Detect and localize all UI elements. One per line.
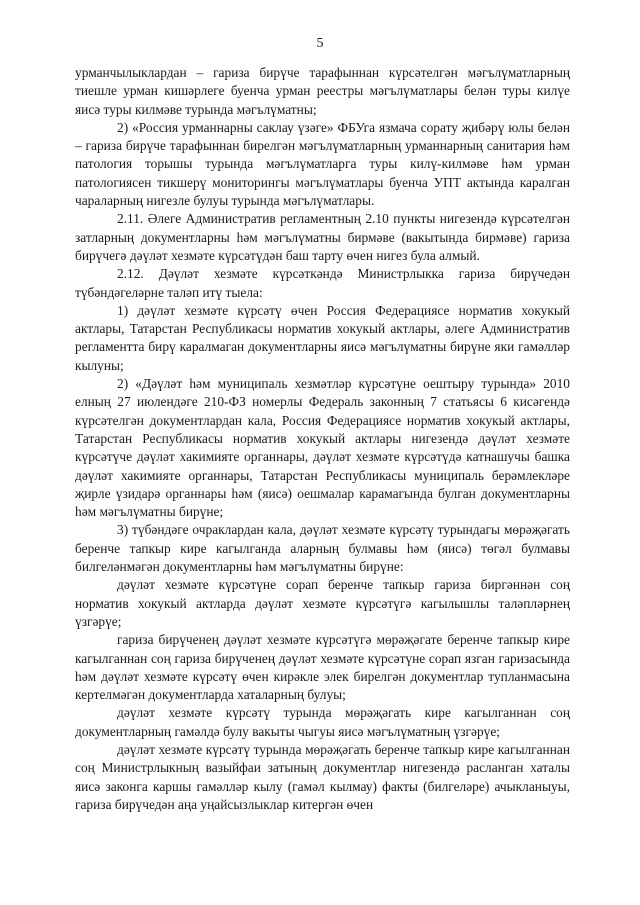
paragraph: дәүләт хезмәте күрсәтү турында мөрәҗәгать беренче тапкыр кире кагылганнан соң Министрлыкның вазыйфаи затының документлар нигезендә расланган хаталы яисә законга каршы гамәлләр кылу (гамәл кылмау) факты (билгеләре) ачыкланыуы, гариза бирүчедән аңа уңайсызлыклар китергән өчен (75, 741, 570, 812)
paragraph: 2.12. Дәүләт хезмәте күрсәткәндә Министрлыкка гариза бирүчедән түбәндәгеләрне таләп итү тыела: (75, 266, 570, 300)
paragraph: дәүләт хезмәте күрсәтү турында мөрәҗәгать кире кагылганнан соң документларның гамәлдә булу вакыты чыгуы яисә мәгълүматның үзгәрүе; (75, 705, 570, 739)
paragraph: 2.11. Әлеге Административ регламентның 2.10 пункты нигезендә күрсәтелгән затларның документларны һәм мәгълүматны бирмәве (вакытында бирмәве) гариза бирүчегә дәүләт хезмәте күрсәтүдән баш тарту өчен нигез була алмый. (75, 211, 570, 263)
document-body (75, 64, 570, 814)
paragraph: гариза бирүченең дәүләт хезмәте күрсәтүгә мөрәҗәгате беренче тапкыр кире кагылганнан соң гариза бирүченең дәүләт хезмәте күрсәтүне сорап язган гаризасында һәм дәүләт хезмәте күрсәтү өчен кирәкле элек бирелгән документлар тупланмасына кертелмәгән документларда хаталарның булуы; (75, 632, 570, 703)
paragraph: урманчылыклардан – гариза бирүче тарафыннан күрсәтелгән мәгълүматларның тиешле урман кишәрлеге буенча урман реестры мәгълүматлары белән туры килүе яисә туры килмәве турында мәгълүматны; (75, 65, 570, 117)
page-number: 5 (316, 36, 324, 51)
paragraph: 2) «Дәүләт һәм муниципаль хезмәтләр күрсәтүне оештыру турында» 2010 елның 27 июлендәге 210-ФЗ номерлы Федераль законның 7 статьясы 6 кисәгендә күрсәтелгән документлардан кала, Россия Федерациясе норматив хокукый актлары, Татарстан Республикасы норматив хокукый актлары нигезендә дәүләт хезмәте күрсәтүче дәүләт хакимияте органнары, дәүләт хезмәте күрсәтүдә катнашучы башка дәүләт хакимияте органнары, Татарстан Республикасы муниципаль берәмлекләре җирле үзидарә органнары һәм (яисә) оешмалар карамагында булган документларны һәм мәгълүматны бирүне; (75, 376, 570, 520)
paragraph: 3) түбәндәге очраклардан кала, дәүләт хезмәте күрсәтү турындагы мөрәҗәгать беренче тапкыр кире кагылганда аларның булмавы һәм (яисә) төгәл булмавы билгеләнмәгән документларны һәм мәгълүматны бирүне: (75, 522, 570, 575)
paragraph: дәүләт хезмәте күрсәтүне сорап беренче тапкыр гариза биргәннән соң норматив хокукый актларда дәүләт хезмәте күрсәтүгә кагылышлы таләпләрнең үзгәрүе; (75, 577, 570, 629)
paragraph: 1) дәүләт хезмәте күрсәтү өчен Россия Федерациясе норматив хокукый актлары, Татарстан Республикасы норматив хокукый актлары, әлеге Административ регламентта бирү каралмаган документларны яисә мәгълүматны бирүне яки гамәлләр кылуны; (75, 302, 570, 373)
paragraph: 2) «Россия урманнарны саклау үзәге» ФБУга язмача сорату җибәрү юлы белән – гариза бирүче тарафыннан бирелгән мәгълүматларның урманнарның санитария һәм патология торышы турында мәгълүматларга туры килү-килмәве һәм урман патологиясен тикшерү мониторингы мәгълүматлары буенча УПТ актында каралган чараларның нигезле булуы турында мәгълүматлары. (75, 119, 570, 209)
